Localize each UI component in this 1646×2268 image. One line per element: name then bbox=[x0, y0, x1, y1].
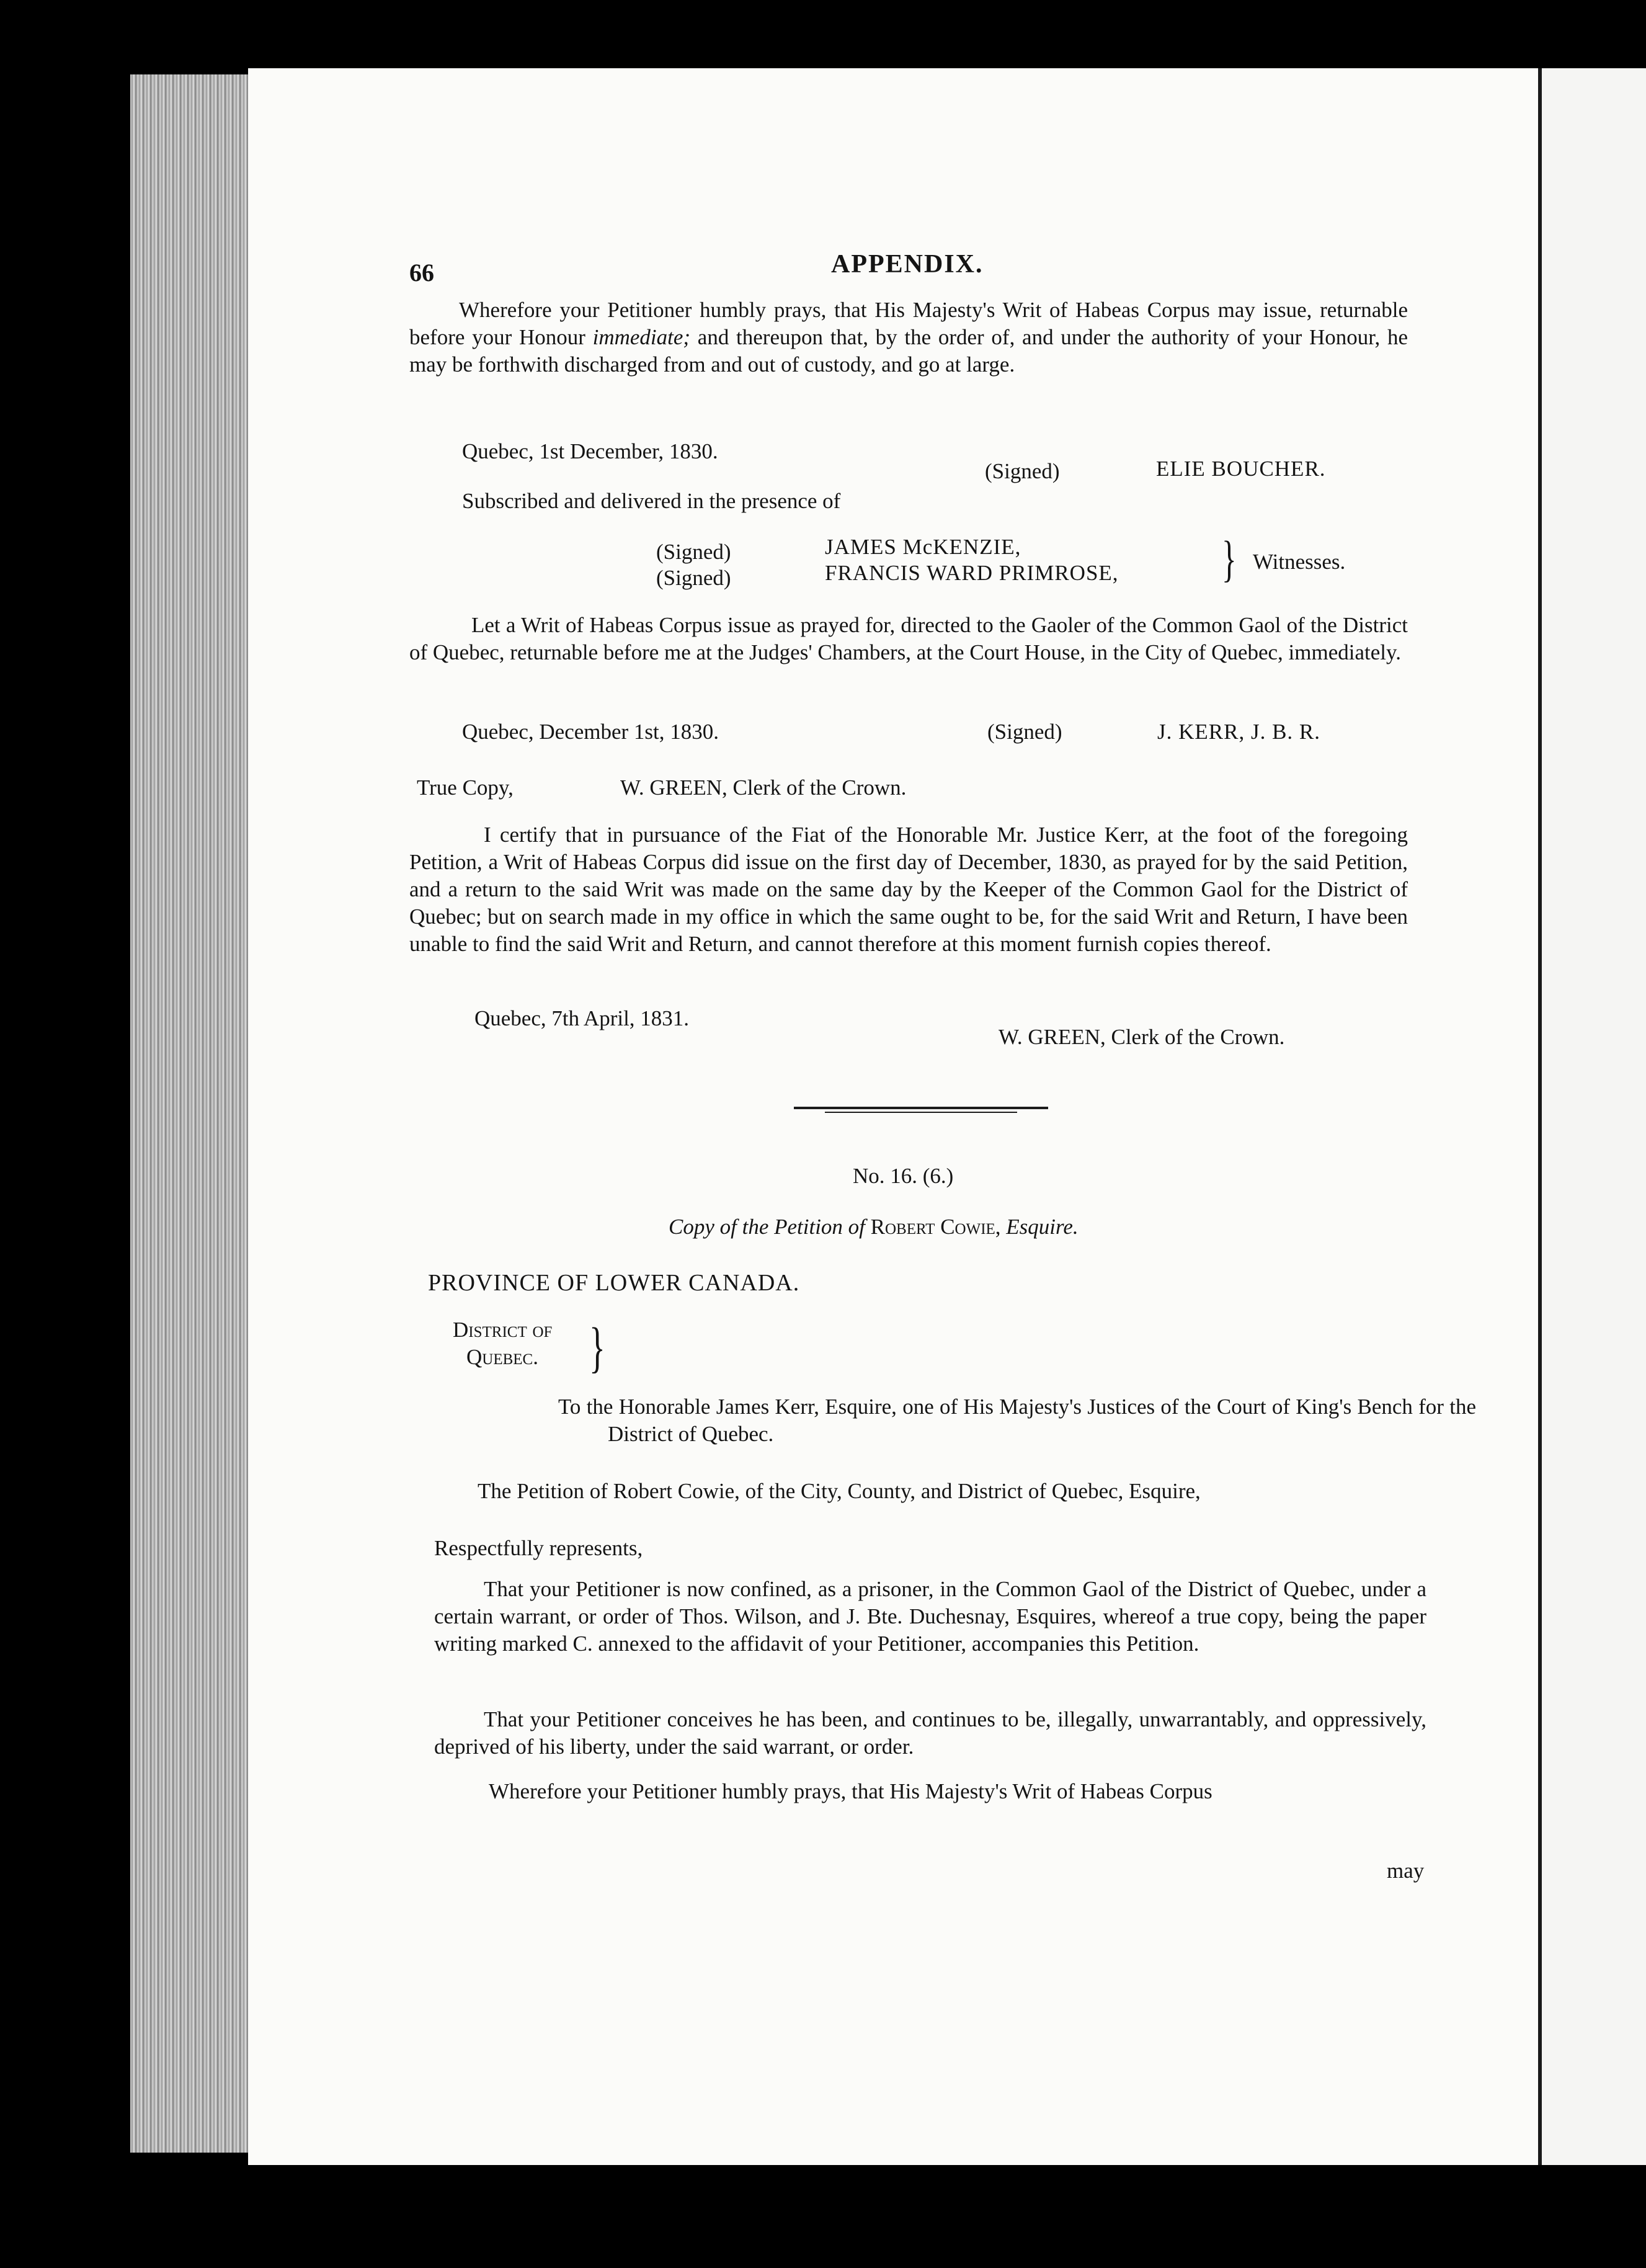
catchword: may bbox=[1387, 1859, 1425, 1883]
petition-para-1: That your Petitioner is now confined, as a prisoner, in the Common Gaol of the District of Quebec, under a certain warrant, or order of Thos. Wilson, and J. Bte. Duchesnay, Esquires, whereof a true copy, being the paper writing marked C. annexed to the affidavit of your Petitioner, accompanies this Petition. bbox=[434, 1577, 1426, 1656]
witnesses-brace: } bbox=[1222, 530, 1237, 587]
represents-line: Respectfully represents, bbox=[434, 1536, 643, 1560]
prayer-paragraph: Wherefore your Petitioner humbly prays, that His Majesty's Writ of Habeas Corpus may issue, returnable before your Honour immediate; and thereupon that, by the order of, and under the authority of your Honour, he may be forthwith discharged from and out of custody, and go at large. bbox=[409, 298, 1408, 377]
fiat-place-date: Quebec, December 1st, 1830. bbox=[462, 720, 719, 744]
fiat-signer: J. KERR, J. B. R. bbox=[1157, 720, 1321, 744]
witness-signed-2: (Signed) bbox=[656, 566, 731, 590]
petition-title: Copy of the Petition of Robert Cowie, Esquire. bbox=[669, 1215, 1079, 1239]
page-number: 66 bbox=[409, 259, 434, 287]
district-line-1: District of bbox=[453, 1318, 553, 1342]
signed-label: (Signed) bbox=[985, 459, 1060, 483]
petition-para-3: Wherefore your Petitioner humbly prays, that His Majesty's Writ of Habeas Corpus bbox=[489, 1779, 1212, 1803]
true-copy-label: True Copy, bbox=[417, 775, 514, 800]
signer-name: ELIE BOUCHER. bbox=[1156, 457, 1326, 481]
true-copy-signer: W. GREEN, Clerk of the Crown. bbox=[620, 775, 907, 800]
fiat-signed-label: (Signed) bbox=[987, 720, 1062, 744]
place-date: Quebec, 1st December, 1830. bbox=[462, 439, 718, 463]
witness-signed-1: (Signed) bbox=[656, 540, 731, 564]
document-number: No. 16. (6.) bbox=[853, 1164, 954, 1188]
document-page bbox=[248, 68, 1538, 2165]
certify-place-date: Quebec, 7th April, 1831. bbox=[474, 1006, 690, 1030]
district-line-2: Quebec. bbox=[466, 1345, 538, 1369]
book-page-edges bbox=[130, 74, 254, 2153]
witness-name-2: FRANCIS WARD PRIMROSE, bbox=[825, 561, 1119, 585]
section-divider bbox=[794, 1107, 1048, 1109]
running-title: APPENDIX. bbox=[831, 250, 984, 279]
subscribed-line: Subscribed and delivered in the presence of bbox=[462, 489, 841, 513]
section-divider-thin bbox=[825, 1112, 1017, 1113]
witnesses-label: Witnesses. bbox=[1253, 550, 1346, 574]
address-paragraph: To the Honorable James Kerr, Esquire, one of His Majesty's Justices of the Court of King's Bench for the District of Quebec. bbox=[558, 1395, 1476, 1446]
witness-name-1: JAMES McKENZIE, bbox=[825, 535, 1021, 559]
certify-signer: W. GREEN, Clerk of the Crown. bbox=[999, 1025, 1285, 1049]
district-brace: } bbox=[589, 1317, 605, 1378]
facing-page-edge bbox=[1538, 68, 1646, 2165]
petition-intro: The Petition of Robert Cowie, of the City, County, and District of Quebec, Esquire, bbox=[478, 1479, 1201, 1503]
fiat-paragraph: Let a Writ of Habeas Corpus issue as prayed for, directed to the Gaoler of the Common Gaol of the District of Quebec, returnable before me at the Judges' Chambers, at the Court House, in the City of Quebec, immediately. bbox=[409, 613, 1408, 664]
petition-para-2: That your Petitioner conceives he has been, and continues to be, illegally, unwarrantably, and oppressively, deprived of his liberty, under the said warrant, or order. bbox=[434, 1707, 1426, 1759]
certify-paragraph: I certify that in pursuance of the Fiat of the Honorable Mr. Justice Kerr, at the foot of the foregoing Petition, a Writ of Habeas Corpus did issue on the first day of December, 1830, as prayed for by the said Petition, and a return to the said Writ was made on the same day by the Keeper of the Common Gaol for the District of Quebec; but on search made in my office in which the same ought to be, for the said Writ and Return, I have been unable to find the said Writ and Return, and cannot therefore at this moment furnish copies thereof. bbox=[409, 823, 1408, 956]
province-heading: PROVINCE OF LOWER CANADA. bbox=[428, 1270, 800, 1296]
